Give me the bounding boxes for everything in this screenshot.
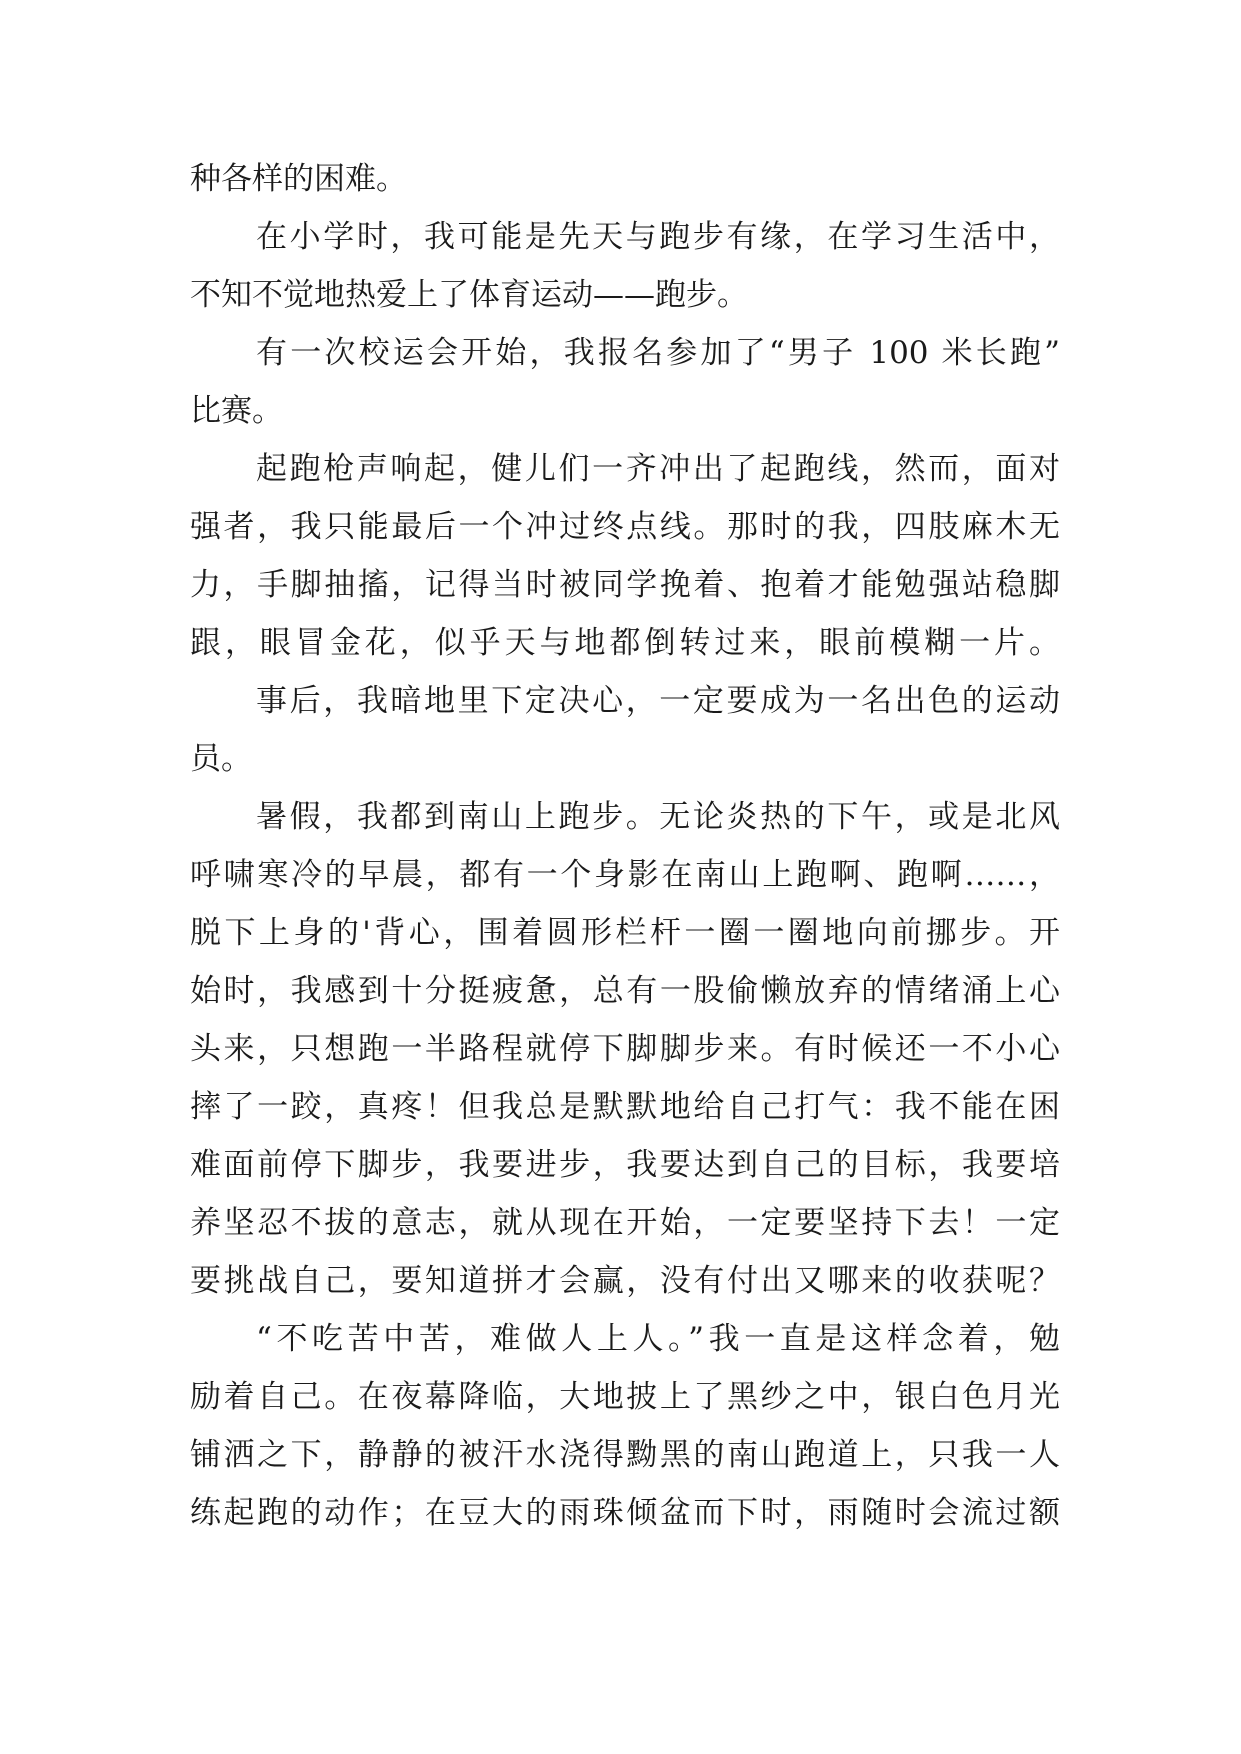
text-line: 跟，眼冒金花，似乎天与地都倒转过来，眼前模糊一片。 (190, 625, 1060, 661)
text-line: “不吃苦中苦，难做人上人。”我一直是这样念着，勉 (256, 1321, 1060, 1357)
text-line: 始时，我感到十分挺疲惫，总有一股偷懒放弃的情绪涌上心 (190, 973, 1060, 1009)
text-line: 养坚忍不拔的意志，就从现在开始，一定要坚持下去！一定 (190, 1205, 1060, 1241)
text-line: 难面前停下脚步，我要进步，我要达到自己的目标，我要培 (190, 1147, 1060, 1183)
text-line: 事后，我暗地里下定决心，一定要成为一名出色的运动 (256, 683, 1060, 719)
text-line: 练起跑的动作；在豆大的雨珠倾盆而下时，雨随时会流过额 (190, 1495, 1060, 1531)
text-line: 要挑战自己，要知道拼才会赢，没有付出又哪来的收获呢？ (190, 1263, 1060, 1299)
text-line: 铺洒之下，静静的被汗水浇得黝黑的南山跑道上，只我一人 (190, 1437, 1060, 1473)
text-line: 起跑枪声响起，健儿们一齐冲出了起跑线，然而，面对 (256, 451, 1060, 487)
text-line: 比赛。 (190, 393, 283, 429)
text-line: 呼啸寒冷的早晨，都有一个身影在南山上跑啊、跑啊……， (190, 857, 1060, 893)
text-line: 励着自己。在夜幕降临，大地披上了黑纱之中，银白色月光 (190, 1379, 1060, 1415)
body-text (190, 150, 1060, 1542)
text-line: 在小学时，我可能是先天与跑步有缘，在学习生活中， (256, 219, 1060, 255)
text-line: 脱下上身的'背心，围着圆形栏杆一圈一圈地向前挪步。开 (190, 915, 1060, 951)
text-line: 暑假，我都到南山上跑步。无论炎热的下午，或是北风 (256, 799, 1060, 835)
text-line: 不知不觉地热爱上了体育运动——跑步。 (190, 277, 748, 313)
text-line: 头来，只想跑一半路程就停下脚脚步来。有时候还一不小心 (190, 1031, 1060, 1067)
text-line: 力，手脚抽搐，记得当时被同学挽着、抱着才能勉强站稳脚 (190, 567, 1060, 603)
text-line: 摔了一跤，真疼！但我总是默默地给自己打气：我不能在困 (190, 1089, 1060, 1125)
text-line: 员。 (190, 741, 252, 777)
text-line: 种各样的困难。 (190, 161, 407, 197)
text-line: 强者，我只能最后一个冲过终点线。那时的我，四肢麻木无 (190, 509, 1060, 545)
text-line: 有一次校运会开始，我报名参加了“男子 100 米长跑” (256, 335, 1060, 371)
